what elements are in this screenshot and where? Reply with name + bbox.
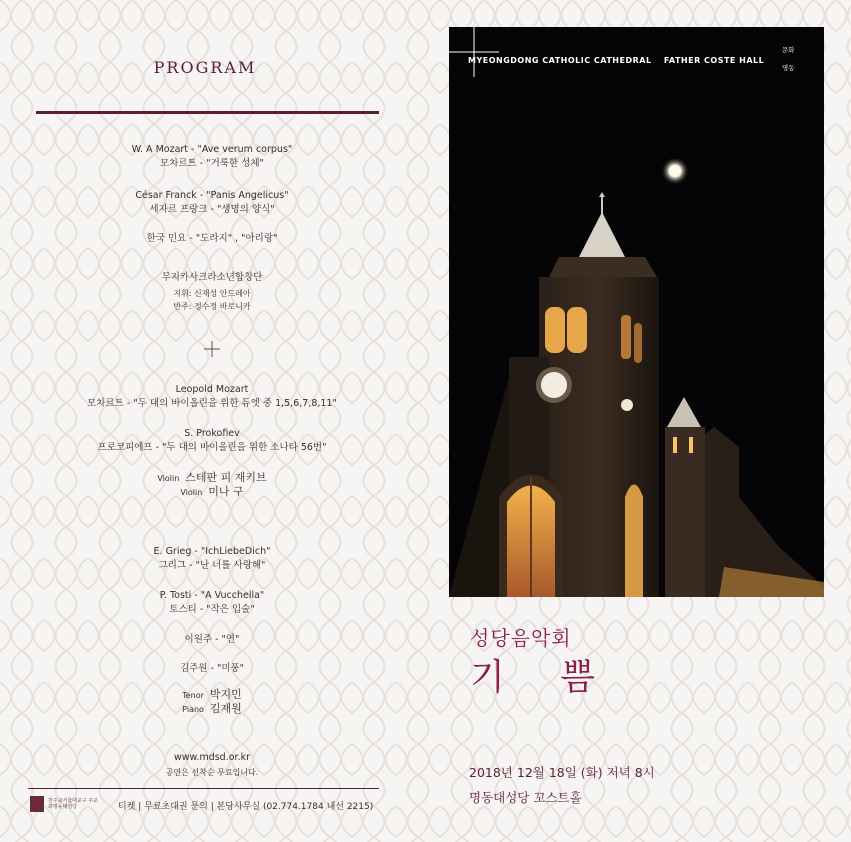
performer-name: 스테판 피 재키브	[185, 471, 267, 484]
program-panel	[0, 0, 420, 842]
choir-name: 무지카사크라소년합창단	[161, 272, 263, 283]
choir-conductor: 지휘: 신재성 안드레아	[173, 289, 251, 298]
violinist-line	[0, 486, 424, 499]
performer-line	[0, 703, 424, 716]
piece-korean: 모차르트 - "거룩한 성체"	[160, 158, 264, 169]
program-divider	[36, 111, 379, 114]
cathedral-name: MYEONGDONG CATHOLIC CATHEDRAL	[468, 56, 652, 65]
piece-korean: 김주원 - "미풍"	[179, 663, 245, 674]
admission-note: 공연은 선착순 무료입니다.	[165, 768, 259, 777]
piece-korean: 토스티 - "작은 입술"	[169, 604, 255, 615]
performer-name: 미나 구	[208, 485, 244, 498]
cross-icon	[203, 340, 221, 358]
website-link[interactable]: www.mdsd.or.kr	[173, 752, 250, 763]
cathedral-illustration	[449, 27, 824, 597]
piece-korean: 프로코피에프 - "두 대의 바이올린을 위한 소나타 56번"	[97, 442, 327, 453]
performer-role: Piano	[182, 705, 204, 714]
cathedral-logo-icon	[30, 796, 44, 812]
piece-composer: S. Prokofiev	[184, 428, 240, 439]
program-title: PROGRAM	[153, 58, 257, 77]
ticket-info: 티켓 | 무료초대권 문의 | 본당사무실 (02.774.1784 내선 2215)	[118, 802, 374, 812]
concert-subtitle: 성당음악회	[470, 626, 572, 650]
cathedral-logo	[30, 796, 100, 812]
cathedral-logo-text: 천주교서울대교구 주교좌명동대성당	[48, 798, 98, 810]
performer-name: 박지민	[209, 688, 242, 701]
piece-composer: César Franck - "Panis Angelicus"	[135, 190, 289, 201]
performer-role: Violin	[180, 488, 203, 497]
piece-composer: E. Grieg - "IchLiebeDich"	[153, 546, 271, 557]
concert-date: 2018년 12월 18일 (화) 저녁 8시	[469, 765, 655, 780]
piece-korean: 모차르트 - "두 대의 바이올린을 위한 듀엣 중 1,5,6,7,8,11"	[87, 398, 337, 409]
choir-accompanist: 반주: 정수정 바로니카	[173, 302, 251, 311]
piece-korean: 한국 민요 - "도라지" , "아리랑"	[146, 233, 278, 244]
violinist-line	[0, 472, 424, 485]
photo-caption	[468, 56, 773, 65]
performer-role: Violin	[157, 474, 180, 483]
piece-composer: W. A Mozart - "Ave verum corpus"	[131, 144, 293, 155]
cathedral-photo	[449, 27, 824, 597]
concert-title: 기 쁨	[470, 657, 617, 698]
piece-korean: 이원주 - "연"	[184, 634, 240, 645]
emblem-cross-icon	[449, 27, 499, 77]
footer-divider	[28, 788, 379, 789]
piece-composer: Leopold Mozart	[175, 384, 249, 395]
emblem-label-bottom: 명동	[782, 64, 795, 72]
hall-name: FATHER COSTE HALL	[663, 56, 765, 65]
piece-korean: 세자르 프랑크 - "생명의 양식"	[149, 204, 275, 215]
performer-role: Tenor	[182, 691, 204, 700]
piece-korean: 그리그 - "난 너를 사랑해"	[158, 560, 266, 571]
concert-venue: 명동대성당 꼬스트홀	[469, 790, 582, 805]
emblem-label-top: 문화	[782, 46, 795, 54]
performer-line	[0, 689, 424, 702]
performer-name: 김재원	[209, 702, 242, 715]
piece-composer: P. Tosti - "A Vucchella"	[159, 590, 265, 601]
